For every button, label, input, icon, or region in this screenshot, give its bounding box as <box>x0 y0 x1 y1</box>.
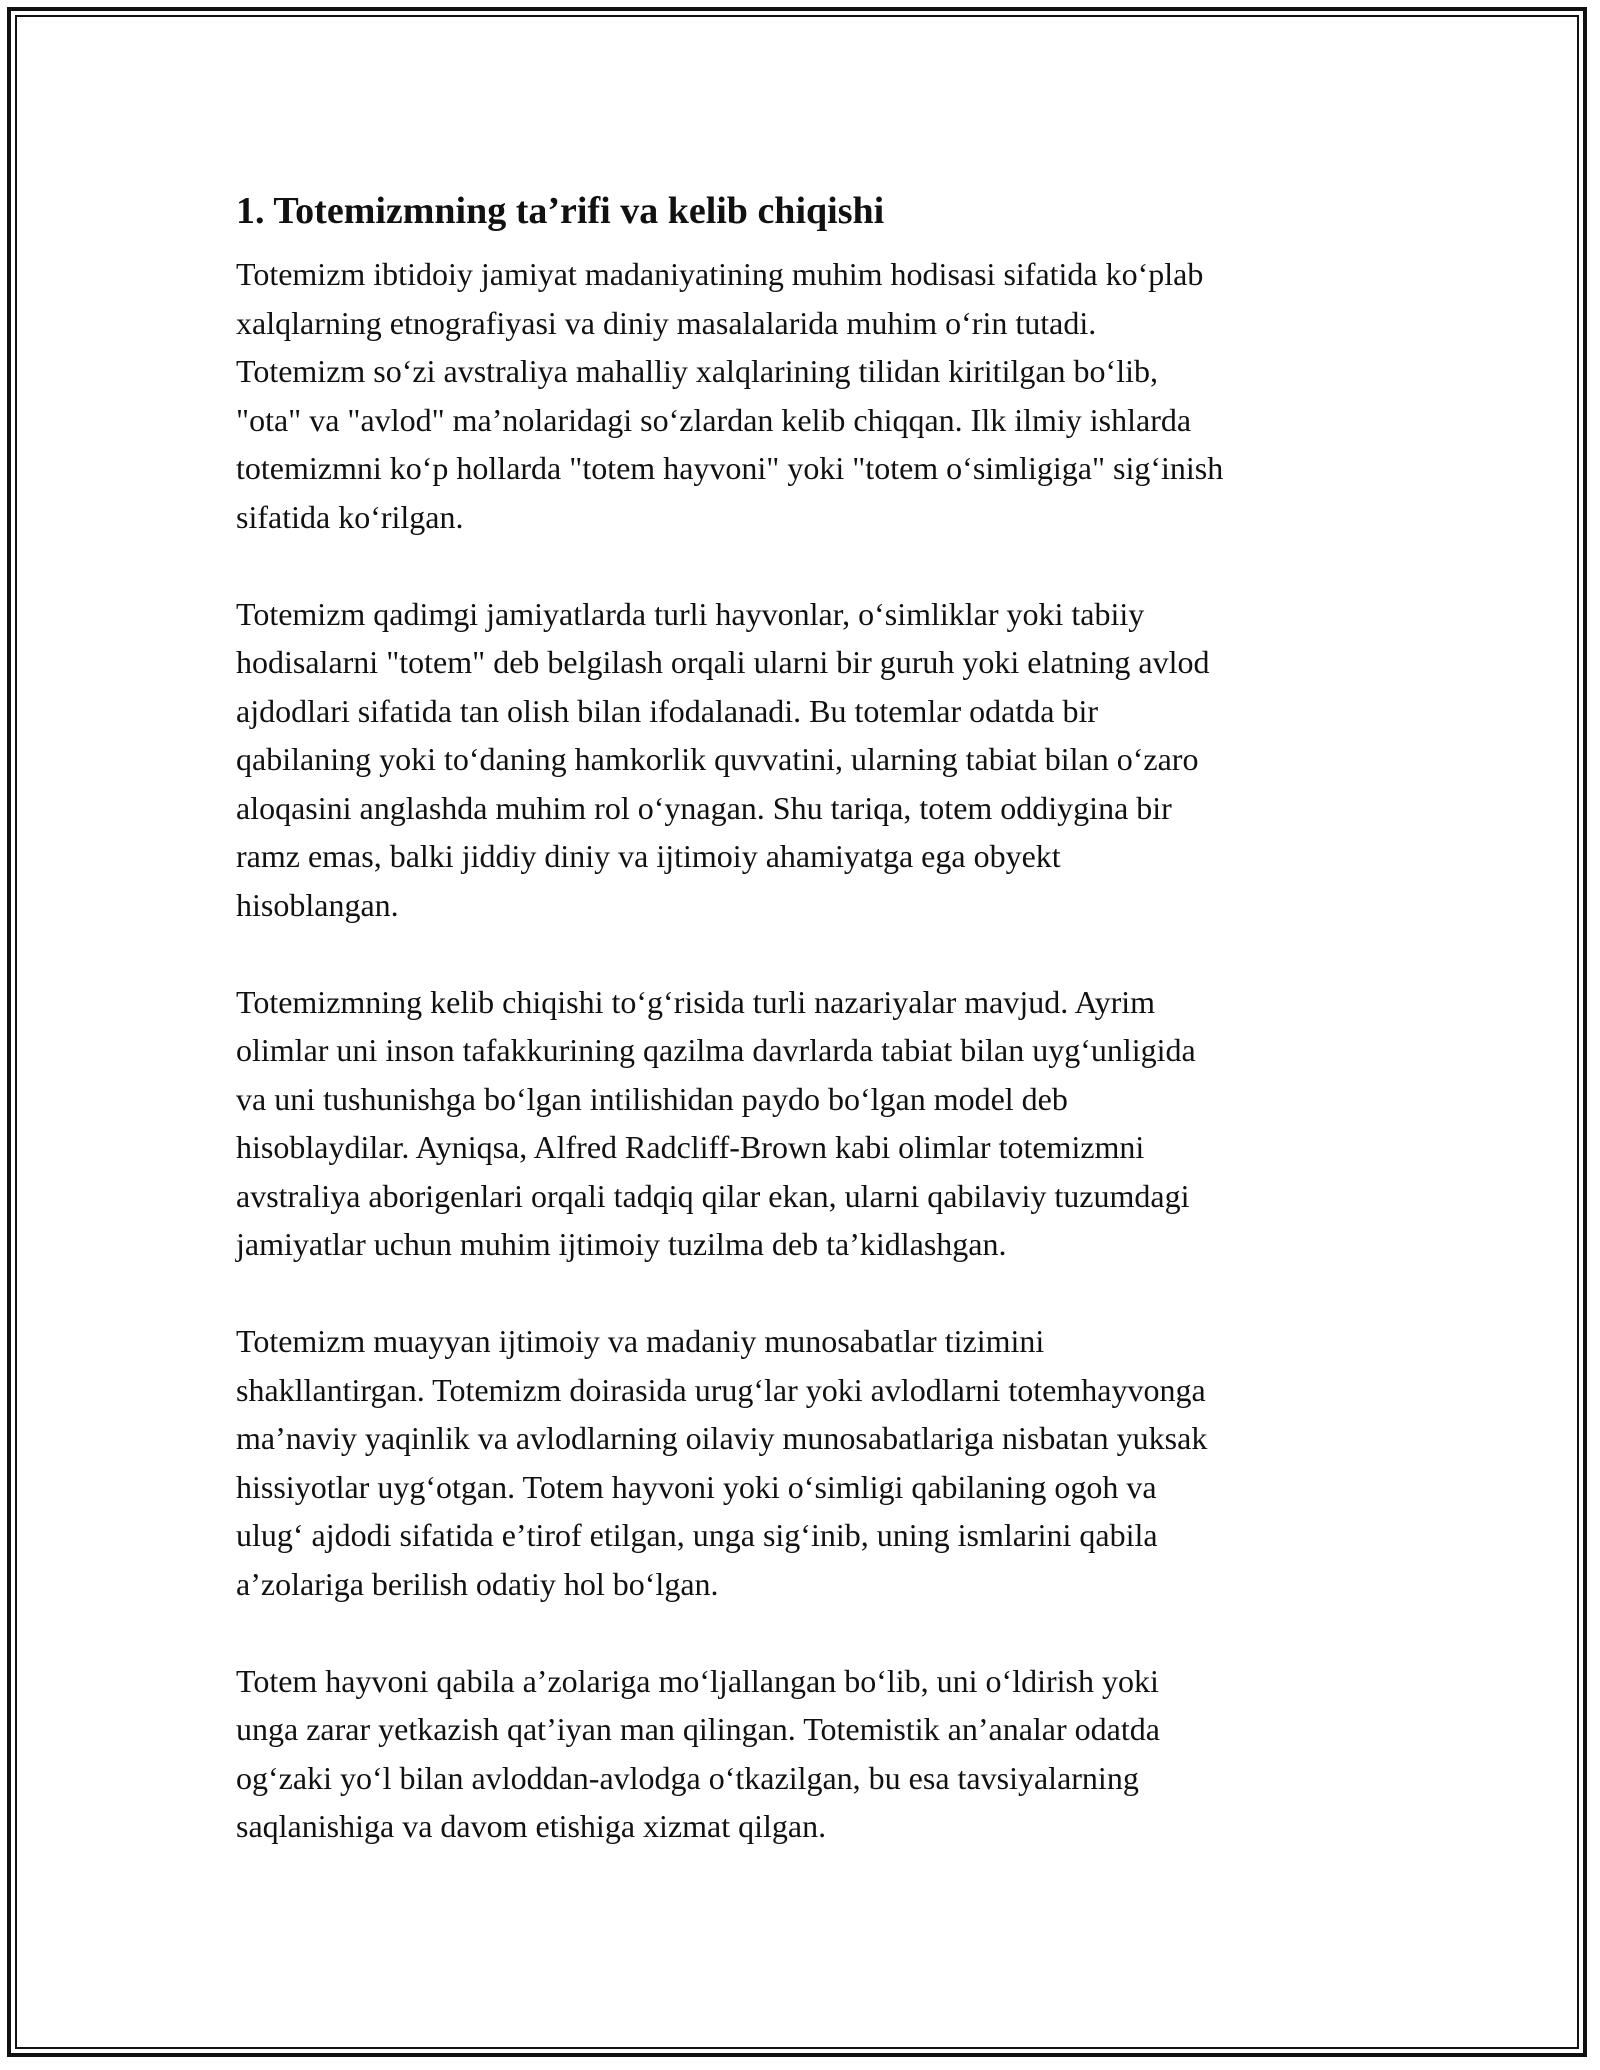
text-line: aloqasini anglashda muhim rol oʻynagan. Shu tariqa, totem oddiygina bir <box>236 789 1172 826</box>
text-line: qabilaning yoki toʻdaning hamkorlik quvvatini, ularning tabiat bilan oʻzaro <box>236 741 1199 777</box>
text-line: Totemizmning kelib chiqishi toʻgʻrisida turli nazariyalar mavjud. Ayrim <box>236 983 1156 1020</box>
text-line: totemizmni koʻp hollarda "totem hayvoni" yoki "totem oʻsimligiga" sigʻinish <box>236 450 1224 486</box>
text-line: avstraliya aborigenlari orqali tadqiq qilar ekan, ularni qabilaviy tuzumdagi <box>236 1177 1190 1214</box>
text-line: hissiyotlar uygʻotgan. Totem hayvoni yoki oʻsimligi qabilaning ogoh va <box>236 1468 1157 1505</box>
text-line: Totem hayvoni qabila aʼzolariga moʻljallangan boʻlib, uni oʻldirish yoki <box>236 1662 1159 1699</box>
section-heading: 1. Totemizmning ta’rifi va kelib chiqishi <box>236 190 885 232</box>
text-line: jamiyatlar uchun muhim ijtimoiy tuzilma deb taʼkidlashgan. <box>236 1226 1007 1262</box>
text-line: saqlanishiga va davom etishiga xizmat qilgan. <box>236 1808 827 1844</box>
paragraph-1 <box>236 250 1386 541</box>
text-line: sifatida koʻrilgan. <box>236 498 464 535</box>
text-line: hodisalarni "totem" deb belgilash orqali ularni bir guruh yoki elatning avlod <box>236 644 1210 680</box>
paragraph-3 <box>236 978 1386 1269</box>
paragraph-2 <box>236 590 1386 930</box>
text-line: Totemizm muayyan ijtimoiy va madaniy munosabatlar tizimini <box>236 1323 1045 1359</box>
text-line: xalqlarning etnografiyasi va diniy masalalarida muhim oʻrin tutadi. <box>236 304 1097 341</box>
text-line: unga zarar yetkazish qatʼiyan man qilingan. Totemistik anʼanalar odatda <box>236 1711 1160 1747</box>
text-line: maʼnaviy yaqinlik va avlodlarning oilaviy munosabatlariga nisbatan yuksak <box>236 1420 1208 1456</box>
text-line: ajdodlari sifatida tan olish bilan ifodalanadi. Bu totemlar odatda bir <box>236 692 1098 729</box>
text-line: ogʻzaki yoʻl bilan avloddan-avlodga oʻtkazilgan, bu esa tavsiyalarning <box>236 1759 1139 1796</box>
paragraph-5 <box>236 1657 1386 1851</box>
text-line: ulugʻ ajdodi sifatida eʼtirof etilgan, unga sigʻinib, uning ismlarini qabila <box>236 1517 1158 1553</box>
text-line: Totemizm soʻzi avstraliya mahalliy xalqlarining tilidan kiritilgan boʻlib, <box>236 353 1158 389</box>
text-line: hisoblangan. <box>236 886 399 923</box>
paragraph-4 <box>236 1317 1386 1608</box>
text-line: aʼzolariga berilish odatiy hol boʻlgan. <box>236 1565 719 1602</box>
text-line: hisoblaydilar. Ayniqsa, Alfred Radcliff-Brown kabi olimlar totemizmni <box>236 1129 1145 1165</box>
text-line: va uni tushunishga boʻlgan intilishidan paydo boʻlgan model deb <box>236 1080 1068 1117</box>
text-line: ramz emas, balki jiddiy diniy va ijtimoiy ahamiyatga ega obyekt <box>236 838 1061 874</box>
text-line: olimlar uni inson tafakkurining qazilma davrlarda tabiat bilan uygʻunligida <box>236 1032 1196 1068</box>
text-line: "ota" va "avlod" maʼnolaridagi soʻzlardan kelib chiqqan. Ilk ilmiy ishlarda <box>236 401 1192 438</box>
text-line: Totemizm ibtidoiy jamiyat madaniyatining muhim hodisasi sifatida koʻplab <box>236 256 1204 292</box>
document-body <box>236 186 1386 1899</box>
text-line: shakllantirgan. Totemizm doirasida urugʻlar yoki avlodlarni totemhayvonga <box>236 1371 1206 1408</box>
text-line: Totemizm qadimgi jamiyatlarda turli hayvonlar, oʻsimliklar yoki tabiiy <box>236 595 1145 632</box>
